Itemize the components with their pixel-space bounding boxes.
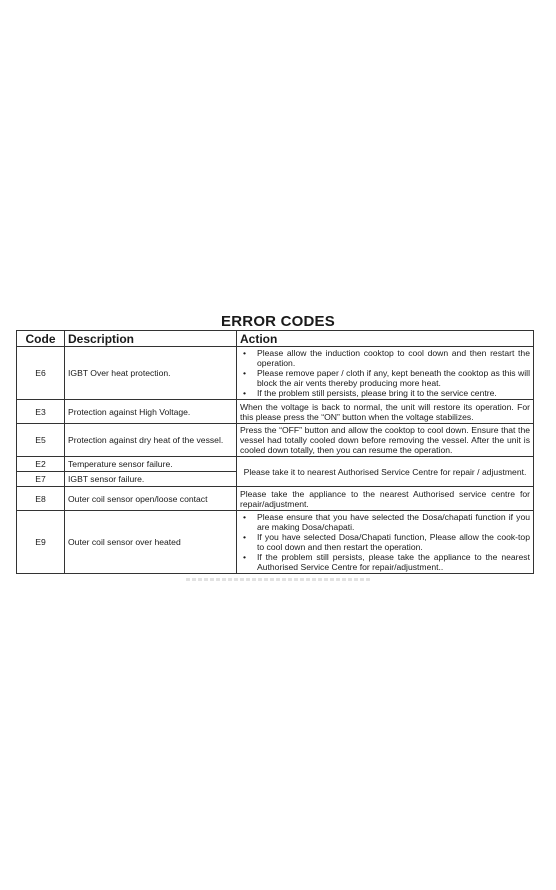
row-e6-code: E6	[17, 347, 65, 400]
row-e2-code: E2	[17, 457, 65, 472]
action-bullet: • Please allow the induction cooktop to cool down and then restart the operation.	[240, 348, 530, 368]
header-action: Action	[237, 331, 534, 347]
row-e3-code: E3	[17, 400, 65, 424]
row-e3-action: When the voltage is back to normal, the unit will restore its operation. For this please press the “ON” button when the voltage stabilizes.	[237, 400, 534, 424]
row-e6-action	[237, 347, 534, 400]
row-e8-action: Please take the appliance to the nearest Authorised service centre for repair/adjustment.	[237, 487, 534, 511]
row-e6-description: IGBT Over heat protection.	[65, 347, 237, 400]
row-e5-description: Protection against dry heat of the vessel.	[65, 424, 237, 457]
error-codes-table	[16, 330, 534, 574]
row-e5-code: E5	[17, 424, 65, 457]
action-bullet: • If the problem still persists, please bring it to the service centre.	[240, 388, 530, 398]
row-e7-code: E7	[17, 472, 65, 487]
row-e2-description: Temperature sensor failure.	[65, 457, 237, 472]
table-row	[17, 347, 534, 400]
row-e9-description: Outer coil sensor over heated	[65, 511, 237, 574]
row-e5-action: Press the “OFF” button and allow the cooktop to cool down. Ensure that the vessel had totally cooled down before removing the vessel. After the unit is cooled down totally, then you can resume the operation.	[237, 424, 534, 457]
table-row	[17, 511, 534, 574]
row-e8-description: Outer coil sensor open/loose contact	[65, 487, 237, 511]
table-header-row	[17, 331, 534, 347]
row-e9-action	[237, 511, 534, 574]
row-e9-code: E9	[17, 511, 65, 574]
table-row	[17, 424, 534, 457]
page-title: ERROR CODES	[221, 313, 335, 330]
header-code: Code	[17, 331, 65, 347]
header-description: Description	[65, 331, 237, 347]
row-e8-code: E8	[17, 487, 65, 511]
table-row	[17, 457, 534, 472]
row-e2-e7-action: Please take it to nearest Authorised Service Centre for repair / adjustment.	[237, 457, 534, 487]
action-bullet: • If the problem still persists, please take the appliance to the nearest Authorised Service Centre for repair/adjustment..	[240, 552, 530, 572]
action-bullet: • If you have selected Dosa/Chapati function, Please allow the cook-top to cool down and then restart the operation.	[240, 532, 530, 552]
table-row	[17, 487, 534, 511]
action-bullet: • Please remove paper / cloth if any, kept beneath the cooktop as this will block the air vents thereby producing more heat.	[240, 368, 530, 388]
table-row	[17, 400, 534, 424]
row-e7-description: IGBT sensor failure.	[65, 472, 237, 487]
action-bullet: • Please ensure that you have selected the Dosa/chapati function if you are making Dosa/chapati.	[240, 512, 530, 532]
faded-text-remnant	[186, 578, 370, 581]
row-e3-description: Protection against High Voltage.	[65, 400, 237, 424]
